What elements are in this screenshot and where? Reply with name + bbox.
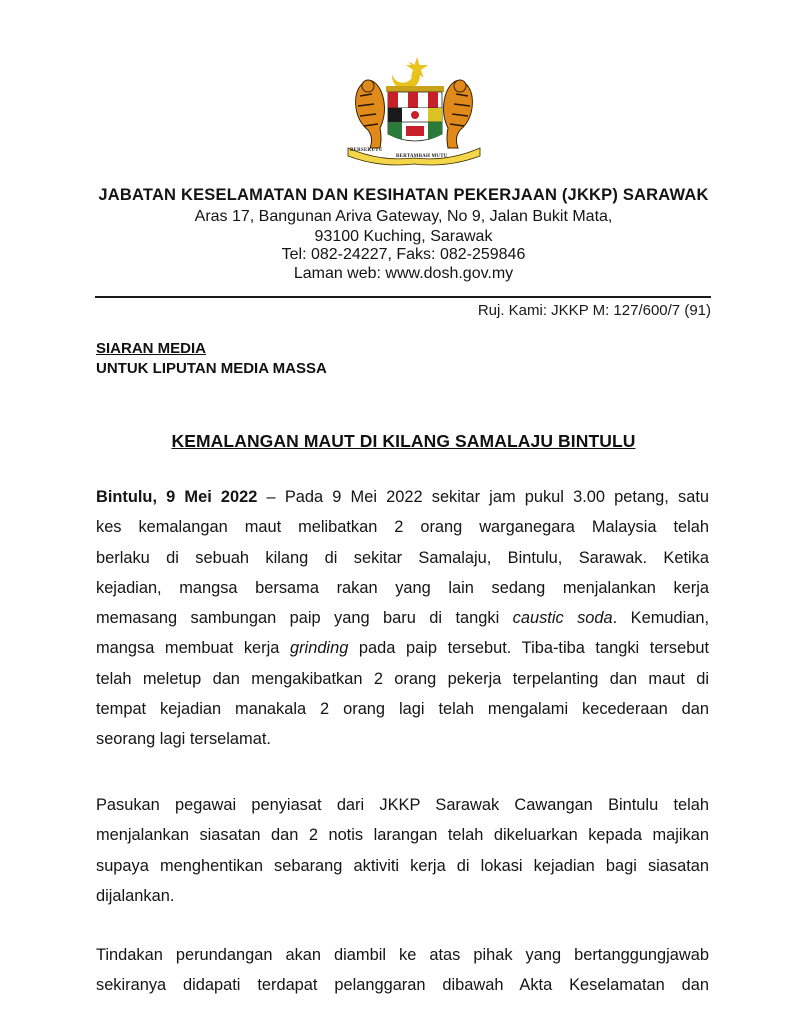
paragraph-2 [96,790,709,911]
italic-term: caustic soda [512,609,613,628]
line-text: . Kemudian, [612,609,710,628]
crest-motto-right: BERTAMBAH MUTU [396,154,448,159]
paragraph-line: berlaku di sebuah kilang di sekitar Samalaju, Bintulu, Sarawak. Ketika [96,548,709,567]
paragraph-line: supaya menghentikan sebarang aktiviti kerja di lokasi kejadian bagi siasatan [96,856,709,875]
organization-name: JABATAN KESELAMATAN DAN KESIHATAN PEKERJAAN (JKKP) SARAWAK [98,186,709,204]
paragraph-line [96,482,709,512]
paragraph-line [96,603,709,633]
dateline: Bintulu, 9 Mei 2022 [96,488,258,506]
media-release-subtitle: UNTUK LIPUTAN MEDIA MASSA [96,360,327,377]
website: Laman web: www.dosh.gov.my [293,265,514,282]
line-text: memasang sambungan paip yang baru di tangki [96,609,513,628]
paragraph-line: tempat kejadian manakala 2 orang lagi telah mengalami kecederaan dan [96,700,709,719]
reference-number: Ruj. Kami: JKKP M: 127/600/7 (91) [477,302,711,319]
paragraph-line: kes kemalangan maut melibatkan 2 orang warganegara Malaysia telah [96,518,709,537]
headline: KEMALANGAN MAUT DI KILANG SAMALAJU BINTULU [171,431,636,451]
paragraph-line: Tindakan perundangan akan diambil ke atas pihak yang bertanggungjawab [96,946,709,964]
paragraph-line: Pasukan pegawai penyiasat dari JKKP Sarawak Cawangan Bintulu telah [96,796,709,814]
line-text: – Pada 9 Mei 2022 sekitar jam pukul 3.00 petang, satu [257,488,709,506]
line-text: pada paip tersebut. Tiba-tiba tangki tersebut [348,639,709,658]
italic-term: grinding [289,639,349,658]
paragraph-line: telah meletup dan mengakibatkan 2 orang pekerja terpelanting dan maut di [96,669,709,688]
paragraph-line: kejadian, mangsa bersama rakan yang lain sedang menjalankan kerja [96,578,709,597]
media-release-title: SIARAN MEDIA [96,340,207,357]
crest-motto-left: BERSEKUTU [350,148,383,153]
paragraph-line: seorang lagi terselamat. [96,730,271,749]
line-text: mangsa membuat kerja [96,639,290,658]
paragraph-line: dijalankan. [96,886,175,905]
address-line-1: Aras 17, Bangunan Ariva Gateway, No 9, Jalan Bukit Mata, [194,208,613,225]
paragraph-line: sekiranya didapati terdapat pelanggaran dibawah Akta Keselamatan dan [96,976,709,995]
tel-fax: Tel: 082-24227, Faks: 082-259846 [281,246,526,263]
header-divider [95,296,711,298]
address-line-2: 93100 Kuching, Sarawak [314,228,493,245]
coat-of-arms-logo [340,52,488,167]
paragraph-1 [96,482,709,755]
paragraph-3 [96,940,709,1001]
paragraph-line [96,633,709,663]
paragraph-line: menjalankan siasatan dan 2 notis larangan telah dikeluarkan kepada majikan [96,826,709,845]
